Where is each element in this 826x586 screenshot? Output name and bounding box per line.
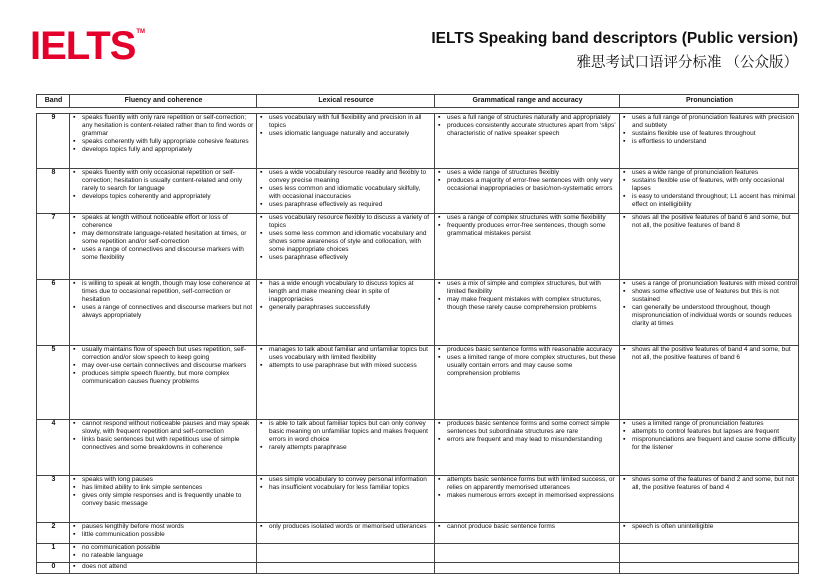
table-body bbox=[37, 114, 799, 574]
band-number: 7 bbox=[37, 214, 70, 280]
descriptor-item: ▪ shows all the positive features of band 6 and some, but not all, the positive features of band 8 bbox=[622, 214, 797, 230]
descriptor-item: ▪ speaks with long pauses bbox=[72, 476, 255, 484]
pronunciation-cell bbox=[620, 563, 799, 574]
lexical-cell bbox=[257, 420, 435, 476]
pronunciation-cell bbox=[620, 420, 799, 476]
grammar-cell bbox=[435, 214, 620, 280]
descriptor-list bbox=[437, 346, 618, 378]
table-row bbox=[37, 544, 799, 563]
fluency-cell bbox=[70, 346, 257, 420]
fluency-cell bbox=[70, 563, 257, 574]
descriptor-item: ▪ uses a full range of pronunciation features with precision and subtlety bbox=[622, 114, 797, 130]
fluency-cell bbox=[70, 114, 257, 169]
descriptor-item: ▪ uses paraphrase effectively bbox=[259, 254, 433, 262]
descriptor-item: ▪ shows some of the features of band 2 and some, but not all, the positive features of band 4 bbox=[622, 476, 797, 492]
descriptor-item: ▪ has insufficient vocabulary for less familiar topics bbox=[259, 484, 433, 492]
descriptor-item: ▪ no communication possible bbox=[72, 544, 255, 552]
descriptor-item: ▪ cannot produce basic sentence forms bbox=[437, 523, 618, 531]
descriptor-list bbox=[72, 280, 255, 320]
descriptor-item: ▪ uses a range of connectives and discourse markers with some flexibility bbox=[72, 246, 255, 262]
descriptor-list bbox=[259, 114, 433, 138]
descriptor-list bbox=[72, 563, 255, 571]
descriptor-item: ▪ uses a wide range of pronunciation features bbox=[622, 169, 797, 177]
descriptor-list bbox=[72, 544, 255, 560]
descriptor-list bbox=[72, 346, 255, 386]
descriptor-item: ▪ little communication possible bbox=[72, 531, 255, 539]
grammar-cell bbox=[435, 169, 620, 214]
descriptor-item: ▪ produces basic sentence forms with reasonable accuracy bbox=[437, 346, 618, 354]
descriptor-item: ▪ links basic sentences but with repetitious use of simple connectives and some breakdowns in coherence bbox=[72, 436, 255, 452]
band-number: 0 bbox=[37, 563, 70, 574]
descriptor-list bbox=[437, 523, 618, 531]
descriptor-item: ▪ uses simple vocabulary to convey personal information bbox=[259, 476, 433, 484]
grammar-cell bbox=[435, 280, 620, 346]
descriptor-list bbox=[437, 214, 618, 238]
descriptor-item: ▪ only produces isolated words or memorised utterances bbox=[259, 523, 433, 531]
descriptor-item: ▪ uses some less common and idiomatic vocabulary and shows some awareness of style and collocation, with some inappropriate choices bbox=[259, 230, 433, 254]
lexical-cell bbox=[257, 544, 435, 563]
descriptor-list bbox=[437, 114, 618, 138]
descriptor-item: ▪ makes numerous errors except in memorised expressions bbox=[437, 492, 618, 500]
pronunciation-cell bbox=[620, 476, 799, 523]
band-number: 4 bbox=[37, 420, 70, 476]
descriptor-list bbox=[259, 523, 433, 531]
pronunciation-cell bbox=[620, 280, 799, 346]
fluency-cell bbox=[70, 420, 257, 476]
band-number: 1 bbox=[37, 544, 70, 563]
grammar-cell bbox=[435, 420, 620, 476]
fluency-cell bbox=[70, 523, 257, 544]
descriptor-list bbox=[72, 420, 255, 452]
descriptor-item: ▪ produces basic sentence forms and some correct simple sentences but subordinate structures are rare bbox=[437, 420, 618, 436]
lexical-cell bbox=[257, 476, 435, 523]
descriptor-list bbox=[437, 420, 618, 444]
header-pronunciation: Pronunciation bbox=[620, 95, 799, 108]
fluency-cell bbox=[70, 280, 257, 346]
descriptor-item: ▪ sustains flexible use of features throughout bbox=[622, 130, 797, 138]
band-number: 6 bbox=[37, 280, 70, 346]
descriptor-item: ▪ speaks fluently with only rare repetition or self-correction; any hesitation is content-related rather than to find words or grammar bbox=[72, 114, 255, 138]
descriptor-list bbox=[72, 476, 255, 508]
descriptor-item: ▪ has a wide enough vocabulary to discuss topics at length and make meaning clear in spite of inappropriacies bbox=[259, 280, 433, 304]
grammar-cell bbox=[435, 563, 620, 574]
table-row bbox=[37, 169, 799, 214]
descriptor-item: ▪ frequently produces error-free sentences, though some grammatical mistakes persist bbox=[437, 222, 618, 238]
logo-wordmark: IELTS bbox=[30, 24, 136, 68]
grammar-cell bbox=[435, 114, 620, 169]
descriptor-item: ▪ pauses lengthily before most words bbox=[72, 523, 255, 531]
descriptor-item: ▪ produces a majority of error-free sentences with only very occasional inappropriacies or basic/non-systematic errors bbox=[437, 177, 618, 193]
table-row bbox=[37, 280, 799, 346]
grammar-cell bbox=[435, 476, 620, 523]
descriptor-item: ▪ uses vocabulary with full flexibility and precision in all topics bbox=[259, 114, 433, 130]
descriptor-list bbox=[259, 476, 433, 492]
descriptor-item: ▪ develops topics fully and appropriately bbox=[72, 146, 255, 154]
descriptor-item: ▪ uses less common and idiomatic vocabulary skilfully, with occasional inaccuracies bbox=[259, 185, 433, 201]
pronunciation-cell bbox=[620, 214, 799, 280]
descriptor-item: ▪ attempts basic sentence forms but with limited success, or relies on apparently memorised utterances bbox=[437, 476, 618, 492]
descriptor-item: ▪ uses a mix of simple and complex structures, but with limited flexibility bbox=[437, 280, 618, 296]
header-fluency: Fluency and coherence bbox=[70, 95, 257, 108]
descriptor-list bbox=[72, 114, 255, 154]
descriptor-list bbox=[259, 346, 433, 370]
descriptor-list bbox=[437, 280, 618, 312]
lexical-cell bbox=[257, 346, 435, 420]
grammar-cell bbox=[435, 523, 620, 544]
band-descriptors-table bbox=[36, 94, 799, 574]
descriptor-item: ▪ shows some effective use of features but this is not sustained bbox=[622, 288, 797, 304]
lexical-cell bbox=[257, 280, 435, 346]
table-row bbox=[37, 214, 799, 280]
descriptor-item: ▪ speaks fluently with only occasional repetition or self-correction; hesitation is usually content-related and only rarely to search for language bbox=[72, 169, 255, 193]
descriptor-list bbox=[259, 169, 433, 209]
descriptor-list bbox=[622, 523, 797, 531]
descriptor-list bbox=[622, 420, 797, 452]
pronunciation-cell bbox=[620, 114, 799, 169]
descriptor-list bbox=[72, 169, 255, 201]
descriptor-item: ▪ uses vocabulary resource flexibly to discuss a variety of topics bbox=[259, 214, 433, 230]
descriptor-item: ▪ develops topics coherently and appropriately bbox=[72, 193, 255, 201]
table-row bbox=[37, 420, 799, 476]
lexical-cell bbox=[257, 114, 435, 169]
lexical-cell bbox=[257, 169, 435, 214]
descriptor-list bbox=[259, 214, 433, 262]
descriptor-item: ▪ sustains flexible use of features, with only occasional lapses bbox=[622, 177, 797, 193]
descriptor-list bbox=[622, 169, 797, 209]
descriptor-item: ▪ shows all the positive features of band 4 and some, but not all, the positive features of band 6 bbox=[622, 346, 797, 362]
descriptor-item: ▪ cannot respond without noticeable pauses and may speak slowly, with frequent repetition and self-correction bbox=[72, 420, 255, 436]
pronunciation-cell bbox=[620, 169, 799, 214]
header-lexical: Lexical resource bbox=[257, 95, 435, 108]
descriptor-item: ▪ rarely attempts paraphrase bbox=[259, 444, 433, 452]
descriptor-item: ▪ usually maintains flow of speech but uses repetition, self-correction and/or slow speech to keep going bbox=[72, 346, 255, 362]
descriptor-item: ▪ is effortless to understand bbox=[622, 138, 797, 146]
descriptor-item: ▪ is able to talk about familiar topics but can only convey basic meaning on unfamiliar topics and makes frequent errors in word choice bbox=[259, 420, 433, 444]
table-row bbox=[37, 346, 799, 420]
descriptor-item: ▪ attempts to control features but lapses are frequent bbox=[622, 428, 797, 436]
lexical-cell bbox=[257, 563, 435, 574]
descriptor-item: ▪ uses a range of connectives and discourse markers but not always appropriately bbox=[72, 304, 255, 320]
descriptor-item: ▪ uses paraphrase effectively as required bbox=[259, 201, 433, 209]
descriptor-item: ▪ produces simple speech fluently, but more complex communication causes fluency problems bbox=[72, 370, 255, 386]
descriptor-list bbox=[259, 420, 433, 452]
descriptor-list bbox=[72, 214, 255, 262]
descriptor-item: ▪ uses a limited range of more complex structures, but these usually contain errors and may cause some comprehension problems bbox=[437, 354, 618, 378]
grammar-cell bbox=[435, 346, 620, 420]
lexical-cell bbox=[257, 214, 435, 280]
descriptor-item: ▪ can generally be understood throughout, though mispronunciation of individual words or sounds reduces clarity at times bbox=[622, 304, 797, 328]
fluency-cell bbox=[70, 169, 257, 214]
trademark-symbol: TM bbox=[136, 29, 146, 35]
band-number: 9 bbox=[37, 114, 70, 169]
descriptor-list bbox=[622, 476, 797, 492]
descriptor-item: ▪ has limited ability to link simple sentences bbox=[72, 484, 255, 492]
descriptor-item: ▪ is easy to understand throughout; L1 accent has minimal effect on intelligibility bbox=[622, 193, 797, 209]
descriptor-item: ▪ uses idiomatic language naturally and accurately bbox=[259, 130, 433, 138]
descriptor-item: ▪ generally paraphrases successfully bbox=[259, 304, 433, 312]
descriptor-item: ▪ may over-use certain connectives and discourse markers bbox=[72, 362, 255, 370]
descriptor-item: ▪ no rateable language bbox=[72, 552, 255, 560]
pronunciation-cell bbox=[620, 523, 799, 544]
descriptor-item: ▪ mispronunciations are frequent and cause some difficulty for the listener bbox=[622, 436, 797, 452]
page-title: IELTS Speaking band descriptors (Public version) bbox=[431, 30, 798, 47]
pronunciation-cell bbox=[620, 544, 799, 563]
descriptor-list bbox=[437, 169, 618, 193]
descriptor-item: ▪ does not attend bbox=[72, 563, 255, 571]
band-number: 2 bbox=[37, 523, 70, 544]
table-header-row bbox=[37, 95, 799, 108]
fluency-cell bbox=[70, 544, 257, 563]
grammar-cell bbox=[435, 544, 620, 563]
descriptor-list bbox=[259, 280, 433, 312]
descriptor-item: ▪ is willing to speak at length, though may lose coherence at times due to occasional repetition, self-correction or hesitation bbox=[72, 280, 255, 304]
table-row bbox=[37, 476, 799, 523]
descriptor-item: ▪ uses a full range of structures naturally and appropriately bbox=[437, 114, 618, 122]
page-title-chinese: 雅思考试口语评分标准 （公众版） bbox=[576, 55, 798, 71]
descriptor-list bbox=[437, 476, 618, 500]
fluency-cell bbox=[70, 476, 257, 523]
descriptor-list bbox=[622, 214, 797, 230]
header-band: Band bbox=[37, 95, 70, 108]
band-number: 8 bbox=[37, 169, 70, 214]
pronunciation-cell bbox=[620, 346, 799, 420]
descriptor-list bbox=[622, 114, 797, 146]
descriptor-item: ▪ manages to talk about familiar and unfamiliar topics but uses vocabulary with limited flexibility bbox=[259, 346, 433, 362]
descriptor-item: ▪ uses a limited range of pronunciation features bbox=[622, 420, 797, 428]
descriptor-item: ▪ gives only simple responses and is frequently unable to convey basic message bbox=[72, 492, 255, 508]
descriptor-list bbox=[72, 523, 255, 539]
descriptor-item: ▪ uses a wide vocabulary resource readily and flexibly to convey precise meaning bbox=[259, 169, 433, 185]
descriptor-item: ▪ speech is often unintelligible bbox=[622, 523, 797, 531]
descriptor-item: ▪ may make frequent mistakes with complex structures, though these rarely cause comprehension problems bbox=[437, 296, 618, 312]
table-row bbox=[37, 114, 799, 169]
descriptor-item: ▪ may demonstrate language-related hesitation at times, or some repetition and/or self-correction bbox=[72, 230, 255, 246]
descriptor-item: ▪ uses a range of complex structures with some flexibility bbox=[437, 214, 618, 222]
table-row bbox=[37, 523, 799, 544]
table-row bbox=[37, 563, 799, 574]
descriptor-item: ▪ speaks at length without noticeable effort or loss of coherence bbox=[72, 214, 255, 230]
descriptor-item: ▪ speaks coherently with fully appropriate cohesive features bbox=[72, 138, 255, 146]
lexical-cell bbox=[257, 523, 435, 544]
descriptor-list bbox=[622, 346, 797, 362]
band-number: 5 bbox=[37, 346, 70, 420]
ielts-logo bbox=[30, 24, 146, 68]
descriptor-item: ▪ uses a wide range of structures flexibly bbox=[437, 169, 618, 177]
descriptor-list bbox=[622, 280, 797, 328]
band-number: 3 bbox=[37, 476, 70, 523]
descriptor-item: ▪ errors are frequent and may lead to misunderstanding bbox=[437, 436, 618, 444]
header-grammar: Grammatical range and accuracy bbox=[435, 95, 620, 108]
descriptor-item: ▪ attempts to use paraphrase but with mixed success bbox=[259, 362, 433, 370]
fluency-cell bbox=[70, 214, 257, 280]
descriptor-item: ▪ produces consistently accurate structures apart from ‘slips’ characteristic of native speaker speech bbox=[437, 122, 618, 138]
descriptor-item: ▪ uses a range of pronunciation features with mixed control bbox=[622, 280, 797, 288]
